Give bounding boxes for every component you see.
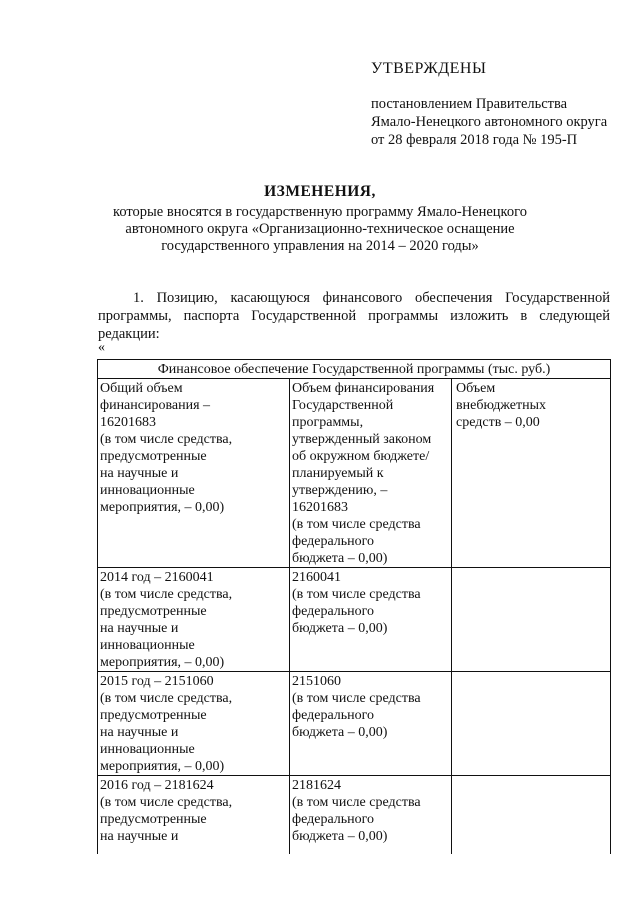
- cell-line: инновационные: [100, 638, 195, 653]
- cell-line: 2151060: [292, 674, 341, 689]
- cell-line: средств – 0,00: [456, 415, 540, 430]
- cell-line: программы,: [292, 415, 364, 430]
- cell-line: 16201683: [100, 415, 156, 430]
- financing-table: [97, 359, 611, 854]
- cell-line: (в том числе средства: [292, 587, 421, 602]
- cell-line: на научные и: [100, 829, 179, 844]
- open-quote: «: [98, 340, 105, 355]
- year-extrabudget-cell: [452, 672, 611, 776]
- paragraph-line: 1. Позицию, касающуюся финансового обеспечения Государственной: [133, 290, 610, 306]
- year-budget-cell: [290, 568, 452, 672]
- document-subtitle: [95, 204, 545, 255]
- cell-line: 2014 год – 2160041: [100, 570, 214, 585]
- cell-line: внебюджетных: [456, 398, 547, 413]
- year-budget-cell: [290, 672, 452, 776]
- decree-line: от 28 февраля 2018 года № 195-П: [371, 132, 578, 148]
- cell-line: Объем финансирования: [292, 381, 435, 396]
- amendment-paragraph: [98, 289, 610, 343]
- cell-line: планируемый к: [292, 466, 384, 481]
- cell-line: на научные и: [100, 725, 179, 740]
- cell-line: 2015 год – 2151060: [100, 674, 214, 689]
- approval-heading: УТВЕРЖДЕНЫ: [371, 60, 487, 77]
- cell-line: предусмотренные: [100, 812, 207, 827]
- cell-line: инновационные: [100, 483, 195, 498]
- subtitle-line: автономного округа «Организационно-техническое оснащение: [125, 221, 515, 237]
- table-row-year: [98, 776, 611, 855]
- cell-line: бюджета – 0,00): [292, 829, 388, 844]
- decree-line: Ямало-Ненецкого автономного округа: [371, 114, 608, 130]
- cell-line: 2181624: [292, 778, 341, 793]
- table-row-summary: [98, 379, 611, 568]
- cell-line: на научные и: [100, 621, 179, 636]
- cell-line: инновационные: [100, 742, 195, 757]
- summary-extrabudget-cell: [452, 379, 611, 568]
- subtitle-line: государственного управления на 2014 – 2020 годы»: [161, 238, 479, 254]
- cell-line: предусмотренные: [100, 604, 207, 619]
- table-header: Финансовое обеспечение Государственной программы (тыс. руб.): [98, 360, 611, 379]
- year-total-cell: [98, 568, 290, 672]
- cell-line: бюджета – 0,00): [292, 725, 388, 740]
- cell-line: Объем: [456, 381, 496, 396]
- table-header-row: [98, 360, 611, 379]
- cell-line: (в том числе средства: [292, 795, 421, 810]
- cell-line: предусмотренные: [100, 708, 207, 723]
- cell-line: бюджета – 0,00): [292, 551, 388, 566]
- decree-line: постановлением Правительства: [371, 96, 568, 112]
- cell-line: мероприятия, – 0,00): [100, 759, 225, 774]
- year-total-cell: [98, 776, 290, 855]
- table-row-year: [98, 672, 611, 776]
- summary-total-cell: [98, 379, 290, 568]
- cell-line: федерального: [292, 604, 375, 619]
- cell-line: мероприятия, – 0,00): [100, 500, 225, 515]
- cell-line: (в том числе средства: [292, 517, 421, 532]
- cell-line: федерального: [292, 534, 375, 549]
- cell-line: Общий объем: [100, 381, 183, 396]
- cell-line: федерального: [292, 708, 375, 723]
- approval-decree: [371, 95, 607, 149]
- summary-budget-cell: [290, 379, 452, 568]
- year-budget-cell: [290, 776, 452, 855]
- cell-line: бюджета – 0,00): [292, 621, 388, 636]
- cell-line: утверждению, –: [292, 483, 388, 498]
- cell-line: на научные и: [100, 466, 179, 481]
- paragraph-line: редакции:: [98, 326, 160, 342]
- cell-line: (в том числе средства: [292, 691, 421, 706]
- cell-line: финансирования –: [100, 398, 211, 413]
- year-total-cell: [98, 672, 290, 776]
- cell-line: (в том числе средства,: [100, 795, 233, 810]
- paragraph-line: программы, паспорта Государственной программы изложить в следующей: [98, 308, 610, 324]
- cell-line: мероприятия, – 0,00): [100, 655, 225, 670]
- cell-line: (в том числе средства,: [100, 691, 233, 706]
- document-title: ИЗМЕНЕНИЯ,: [264, 183, 376, 200]
- cell-line: (в том числе средства,: [100, 587, 233, 602]
- year-extrabudget-cell: [452, 568, 611, 672]
- cell-line: федерального: [292, 812, 375, 827]
- cell-line: 16201683: [292, 500, 348, 515]
- cell-line: об окружном бюджете/: [292, 449, 430, 464]
- cell-line: (в том числе средства,: [100, 432, 233, 447]
- cell-line: 2160041: [292, 570, 341, 585]
- cell-line: предусмотренные: [100, 449, 207, 464]
- subtitle-line: которые вносятся в государственную программу Ямало-Ненецкого: [113, 204, 527, 220]
- cell-line: 2016 год – 2181624: [100, 778, 214, 793]
- year-extrabudget-cell: [452, 776, 611, 855]
- table-row-year: [98, 568, 611, 672]
- cell-line: утвержденный законом: [292, 432, 432, 447]
- cell-line: Государственной: [292, 398, 394, 413]
